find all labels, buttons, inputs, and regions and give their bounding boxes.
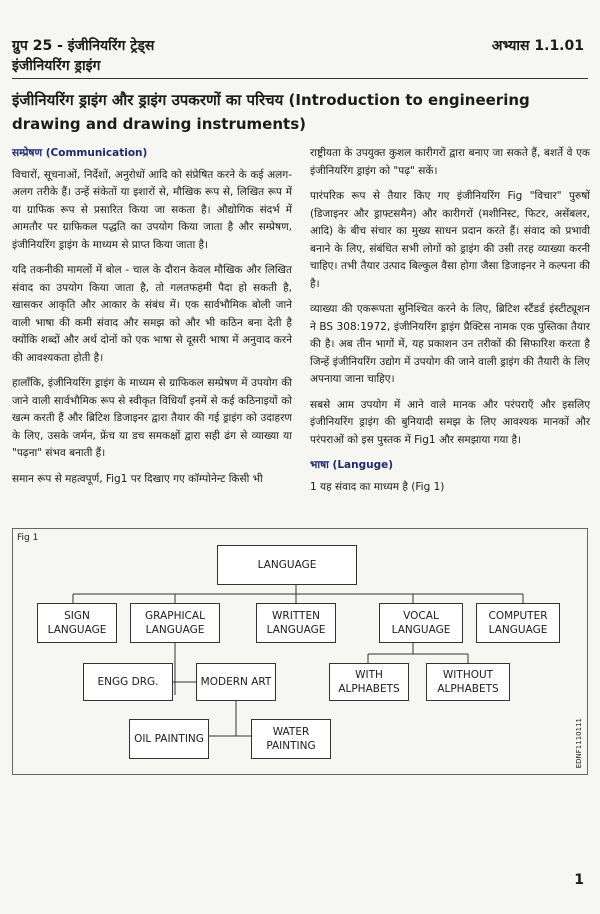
node-vocal-language: VOCAL LANGUAGE — [379, 603, 463, 643]
node-with-alphabets: WITH ALPHABETS — [329, 663, 409, 701]
node-engg-drg: ENGG DRG. — [83, 663, 173, 701]
page-title: इंजीनियरिंग ड्राइंग और ड्राइंग उपकरणों का परिचय (Introduction to engineering drawing and drawing instruments) — [12, 91, 530, 133]
section-heading-language: भाषा (Languge) — [310, 459, 394, 471]
paragraph: यदि तकनीकी मामलों में बोल - चाल के दौरान केवल मौखिक और लिखित संवाद का उपयोग किया जाता है, तो गलतफहमी पैदा हो सकती है, खासकर आकृति और आकार के संबंध में। एक सार्वभौमिक बोली जाने वाली भाषा की कमी संवाद और समझ को और भी कठिन बना देती है क्योंकि शब्दों और अर्थ दोनों को एक भाषा से दूसरी भाषा में अनुवाद करने की आवश्यकता होती है। — [12, 264, 292, 364]
exercise-number: अभ्यास 1.1.01 — [491, 38, 584, 54]
node-language: LANGUAGE — [217, 545, 357, 585]
page-number: 1 — [574, 872, 584, 888]
paragraph: हालाँकि, इंजीनियरिंग ड्राइंग के माध्यम से ग्राफिकल सम्प्रेषण में उपयोग की जाने वाली सार्वभौमिक रूप से स्वीकृत विधियाँ इनमें से कई कठिनाइयों को खत्म करती हैं और ब्रिटिश डिजाइनर द्वारा तैयार की गई ड्राइंग को उदाहरण के लिए, उसके जर्मन, फ्रेंच या डच समकक्षों द्वारा सही ढंग से व्याख्या या "पढ़ना" संभव बनाती हैं। — [12, 377, 292, 459]
node-without-alphabets: WITHOUT ALPHABETS — [426, 663, 510, 701]
paragraph: विचारों, सूचनाओं, निर्देशों, अनुरोधों आदि को संप्रेषित करने के कई अलग-अलग तरीके हैं। उन्हें संकेतों या इशारों से, मौखिक रूप से, लिखित रूप में या ग्राफिक रूप से प्रसारित किया जा सकता है। औद्योगिक संदर्भ में आमतौर पर ग्राफिकल पद्धति का उपयोग किया जाता है और सम्प्रेषण, इंजीनियरिंग ड्राइंग के माध्यम से प्राप्त किया जाता है। — [12, 168, 292, 251]
left-column — [12, 145, 292, 496]
node-written-language: WRITTEN LANGUAGE — [256, 603, 336, 643]
figure-language-tree — [12, 528, 588, 775]
paragraph: सबसे आम उपयोग में आने वाले मानक और परंपराएँ और इसलिए इंजीनियरिंग ड्राइंग की बुनियादी समझ के लिए आवश्यक मानकों और परंपराओं को इस पुस्तक में Fig1 और समझाया गया है। — [310, 398, 590, 446]
node-water-painting: WATER PAINTING — [251, 719, 331, 759]
node-sign-language: SIGN LANGUAGE — [37, 603, 117, 643]
header-divider — [12, 78, 588, 79]
paragraph: व्याख्या की एकरूपता सुनिश्चित करने के लिए, ब्रिटिश स्टैंडर्ड इंस्टीट्यूशन ने BS 308:1972, इंजीनियरिंग ड्राइंग प्रैक्टिस नामक एक पुस्तिका तैयार की है। अब तीन भागों में, यह प्रकाशन उन तरीकों की सिफारिश करता है जिन्हें इंजीनियरिंग उद्योग में उपयोग की जाने वाली ड्राइंग की तैयारी के लिए अपनाया जाना चाहिए। — [310, 303, 590, 385]
paragraph: राष्ट्रीयता के उपयुक्त कुशल कारीगरों द्वारा बनाए जा सकते हैं, बशर्ते वे एक इंजीनियरिंग ड्राइंग को "पढ़" सकें। — [310, 147, 590, 177]
group-line: ग्रुप 25 - इंजीनियरिंग ट्रेड्स — [12, 38, 155, 54]
figure-code: EDNF1110111 — [575, 717, 583, 768]
node-modern-art: MODERN ART — [196, 663, 276, 701]
node-computer-language: COMPUTER LANGUAGE — [476, 603, 560, 643]
subject-line: इंजीनियरिंग ड्राइंग — [12, 58, 101, 74]
list-item: 1 यह संवाद का माध्यम है (Fig 1) — [310, 480, 445, 493]
node-oil-painting: OIL PAINTING — [129, 719, 209, 759]
node-graphical-language: GRAPHICAL LANGUAGE — [130, 603, 220, 643]
right-column — [310, 145, 590, 496]
paragraph: पारंपरिक रूप से तैयार किए गए इंजीनियरिंग Fig "विचार" पुरुषों (डिजाइनर और ड्राफ्टसमैन) और कारीगरों (मशीनिस्ट, फिटर, असेंबलर, आदि) के बीच संचार का मुख्य साधन प्रदान करते हैं। संवाद को प्रभावी बनाने के लिए, संबंधित सभी लोगों को ड्राइंग की उसी तरह व्याख्या करनी चाहिए। तभी तैयार उत्पाद बिल्कुल वैसा होगा जैसा डिजाइनर ने कल्पना की है। — [310, 190, 590, 290]
paragraph: समान रूप से महत्वपूर्ण, Fig1 पर दिखाए गए कॉम्पोनेन्ट किसी भी — [12, 472, 263, 485]
section-heading-communication: सम्प्रेषण (Communication) — [12, 147, 148, 159]
figure-label: Fig 1 — [17, 533, 39, 543]
header-left — [12, 36, 154, 76]
